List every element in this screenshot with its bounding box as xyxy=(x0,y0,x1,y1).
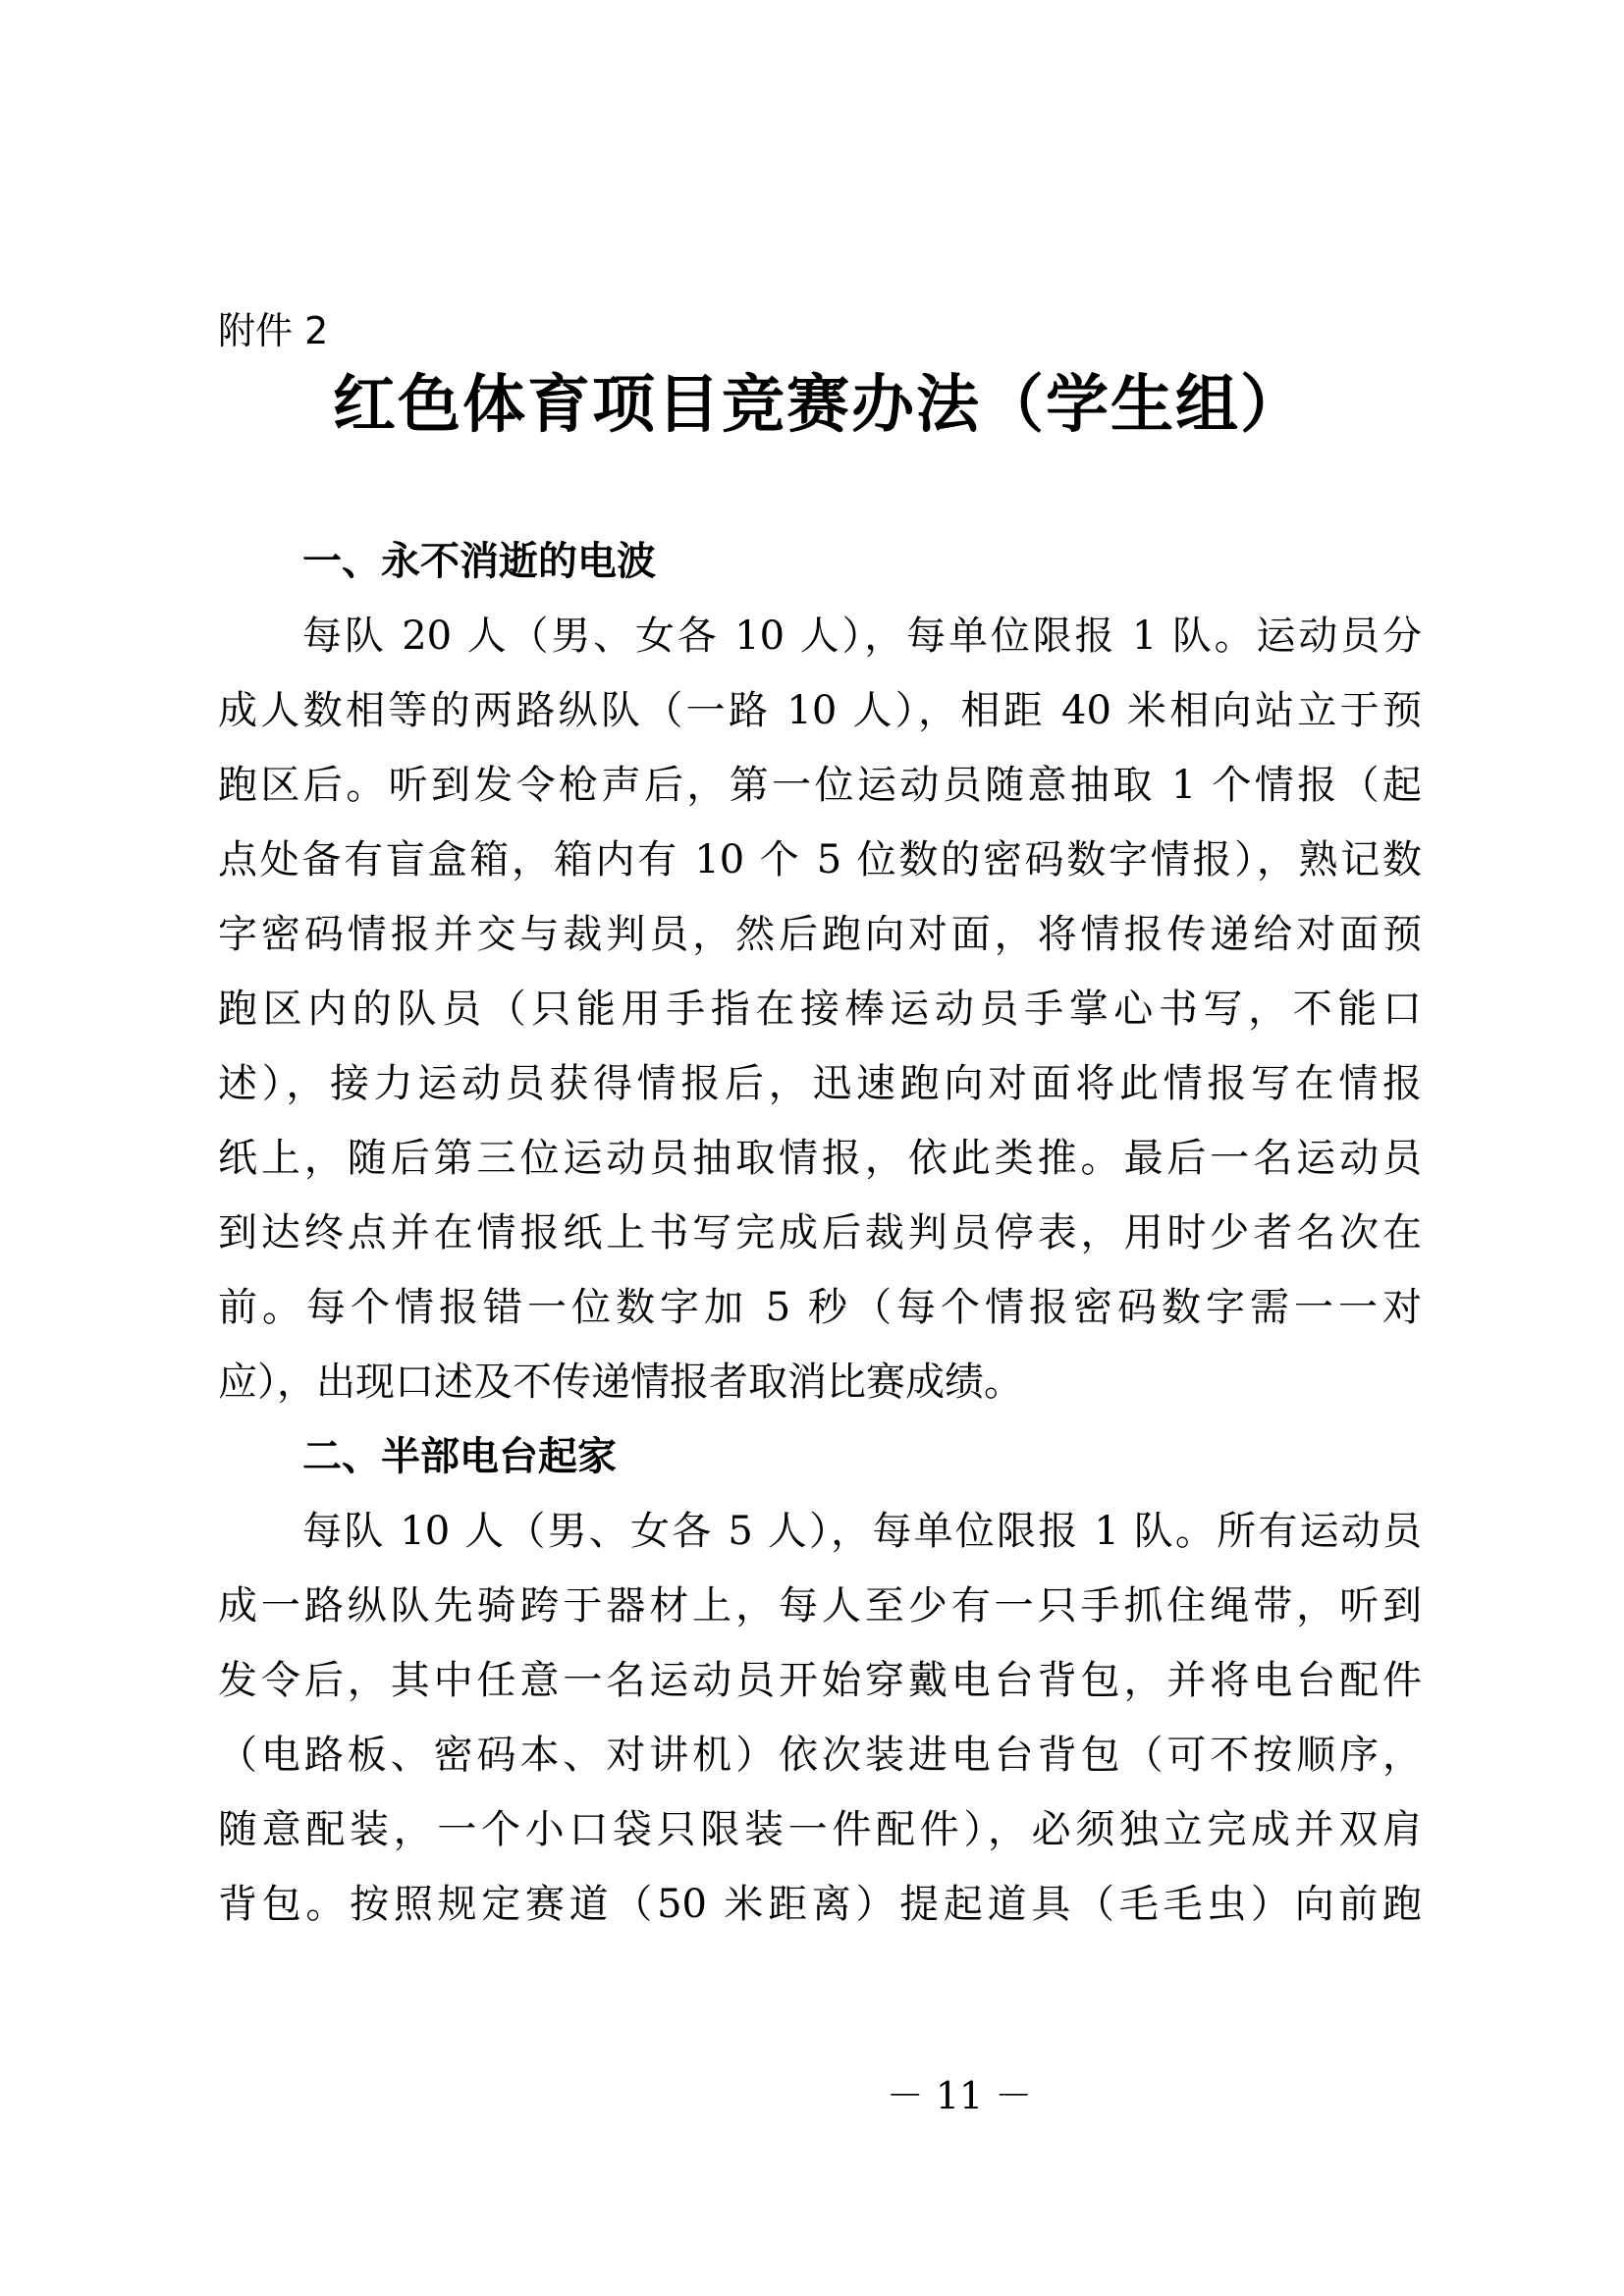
paragraph-line: 前。每个情报错一位数字加 5 秒（每个情报密码数字需一一对 xyxy=(218,1285,1422,1330)
paragraph-line: 发令后，其中任意一名运动员开始穿戴电台背包，并将电台配件 xyxy=(218,1658,1422,1703)
paragraph-line: 成人数相等的两路纵队（一路 10 人），相距 40 米相向站立于预 xyxy=(218,688,1422,733)
paragraph-line: 字密码情报并交与裁判员，然后跑向对面，将情报传递给对面预 xyxy=(218,912,1422,957)
paragraph-line: 述），接力运动员获得情报后，迅速跑向对面将此情报写在情报 xyxy=(218,1061,1422,1106)
paragraph-line: 点处备有盲盒箱，箱内有 10 个 5 位数的密码数字情报），熟记数 xyxy=(218,837,1422,882)
section-heading-1: 一、永不消逝的电波 xyxy=(302,539,656,584)
paragraph-line: 背包。按照规定赛道（50 米距离）提起道具（毛毛虫）向前跑 xyxy=(218,1882,1422,1927)
paragraph-line: 跑区内的队员（只能用手指在接棒运动员手掌心书写，不能口 xyxy=(218,987,1422,1032)
paragraph-line: 每队 10 人（男、女各 5 人），每单位限报 1 队。所有运动员 xyxy=(302,1509,1422,1554)
paragraph-line: 纸上，随后第三位运动员抽取情报，依此类推。最后一名运动员 xyxy=(218,1136,1422,1181)
section-heading-2: 二、半部电台起家 xyxy=(302,1434,617,1479)
document-title: 红色体育项目竞赛办法（学生组） xyxy=(333,368,1305,442)
annex-label: 附件 2 xyxy=(218,309,329,352)
paragraph-line: 跑区后。听到发令枪声后，第一位运动员随意抽取 1 个情报（起 xyxy=(218,763,1422,808)
paragraph-line: 每队 20 人（男、女各 10 人），每单位限报 1 队。运动员分 xyxy=(302,614,1422,659)
paragraph-line: 应），出现口述及不传递情报者取消比赛成绩。 xyxy=(218,1360,1023,1405)
paragraph-line: 到达终点并在情报纸上书写完成后裁判员停表，用时少者名次在 xyxy=(218,1210,1422,1255)
paragraph-line: （电路板、密码本、对讲机）依次装进电台背包（可不按顺序， xyxy=(218,1733,1422,1778)
paragraph-line: 成一路纵队先骑跨于器材上，每人至少有一只手抓住绳带，听到 xyxy=(218,1583,1422,1629)
paragraph-line: 随意配装，一个小口袋只限装一件配件），必须独立完成并双肩 xyxy=(218,1807,1422,1852)
page-number: － 11 － xyxy=(886,2074,1033,2117)
